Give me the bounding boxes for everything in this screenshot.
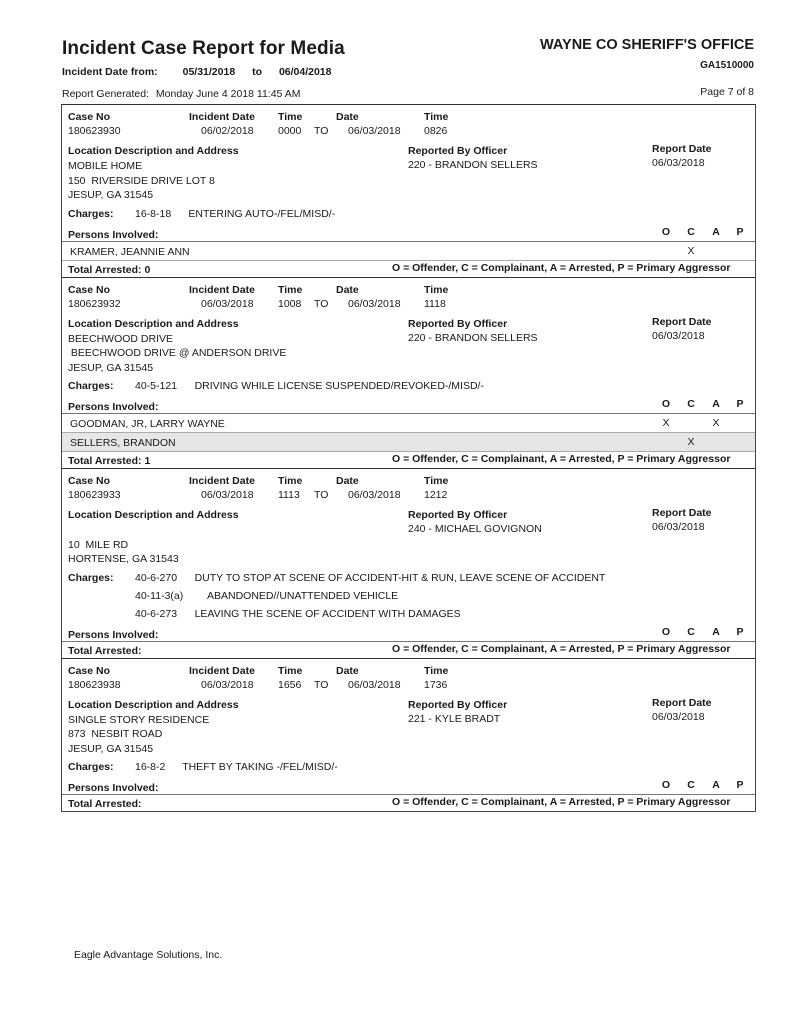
case-header (62, 105, 755, 135)
reported-by-label: Reported By Officer (408, 509, 508, 521)
time-to-label: Time (424, 111, 449, 123)
charge-code: 40-6-273 (135, 607, 178, 620)
persons-involved-header (62, 396, 755, 414)
total-arrested: Total Arrested: (68, 644, 142, 657)
time-to: 1736 (424, 678, 448, 691)
reported-by-officer: 221 - KYLE BRADT (408, 712, 501, 725)
to-label: TO (314, 125, 329, 137)
col-offender: O (661, 625, 671, 638)
charges-block (62, 378, 755, 396)
col-primary-aggressor: P (736, 398, 744, 410)
date-to: 06/03/2018 (348, 489, 401, 501)
date-to: 06/04/2018 (278, 66, 332, 78)
report-date-label: Report Date (652, 315, 712, 328)
persons-involved-label: Persons Involved: (68, 401, 159, 413)
charge-item (68, 606, 755, 624)
location-line: JESUP, GA 31545 (68, 189, 154, 201)
incident-date: 06/03/2018 (201, 678, 254, 691)
col-offender: O (661, 779, 671, 791)
report-date: 06/03/2018 (652, 157, 705, 169)
reported-by-label: Reported By Officer (408, 145, 508, 157)
role-legend: O = Offender, C = Complainant, A = Arrested, P = Primary Aggressor (392, 796, 731, 808)
location-label: Location Description and Address (68, 698, 239, 711)
col-arrested: A (712, 625, 720, 638)
incident-date-label: Incident Date (189, 664, 255, 677)
persons-involved-label: Persons Involved: (68, 228, 159, 241)
person-row (62, 433, 755, 452)
col-offender: O (661, 398, 671, 410)
person-name: KRAMER, JEANNIE ANN (70, 245, 190, 258)
case-record (62, 658, 755, 812)
vendor-footer: Eagle Advantage Solutions, Inc. (74, 949, 223, 961)
date-from: 05/31/2018 (182, 66, 236, 78)
charge-description: DUTY TO STOP AT SCENE OF ACCIDENT-HIT & RUN, LEAVE SCENE OF ACCIDENT (194, 571, 606, 584)
report-generated (62, 88, 300, 100)
location-line: MOBILE HOME (68, 160, 143, 172)
location-line: 10 MILE RD (68, 538, 129, 551)
case-no: 180623933 (68, 489, 121, 501)
location-line: BEECHWOOD DRIVE @ ANDERSON DRIVE (68, 347, 287, 359)
location-line: 873 NESBIT ROAD (68, 728, 163, 740)
total-arrested-row (62, 642, 755, 658)
location-line: SINGLE STORY RESIDENCE (68, 713, 210, 726)
location-label: Location Description and Address (68, 145, 239, 157)
charge-item (68, 759, 755, 777)
location-line: JESUP, GA 31545 (68, 361, 154, 374)
col-complainant: C (687, 398, 695, 410)
case-no-label: Case No (68, 475, 111, 487)
time-to-label: Time (424, 664, 449, 677)
report-table (61, 104, 756, 812)
case-record (62, 468, 755, 658)
case-no-label: Case No (68, 111, 111, 123)
location-block (62, 689, 755, 760)
page-number: Page 7 of 8 (700, 86, 754, 98)
case-header (62, 469, 755, 499)
total-arrested-row (62, 452, 755, 468)
col-complainant: C (687, 779, 695, 791)
location-line (68, 524, 179, 539)
location-line: HORTENSE, GA 31543 (68, 553, 179, 565)
incident-date: 06/03/2018 (201, 489, 254, 501)
date-range-label: Incident Date from: (62, 66, 158, 78)
incident-date-label: Incident Date (189, 111, 255, 123)
report-date: 06/03/2018 (652, 521, 705, 533)
person-row (62, 242, 755, 261)
persons-involved-label: Persons Involved: (68, 628, 159, 641)
location-line: 150 RIVERSIDE DRIVE LOT 8 (68, 174, 215, 187)
role-legend: O = Offender, C = Complainant, A = Arrested, P = Primary Aggressor (392, 261, 731, 274)
date-to-label: Date (336, 475, 359, 487)
report-title: Incident Case Report for Media (62, 38, 345, 59)
generated-label: Report Generated: (62, 88, 149, 100)
case-no: 180623930 (68, 125, 121, 137)
location-block (62, 499, 755, 570)
charges-block (62, 570, 755, 624)
col-offender: O (661, 225, 671, 238)
location-line: JESUP, GA 31545 (68, 742, 154, 755)
complainant-mark: X (687, 436, 695, 448)
total-arrested-value: 0 (144, 263, 151, 276)
charge-code: 40-6-270 (135, 571, 178, 584)
persons-list (62, 242, 755, 261)
case-no-label: Case No (68, 664, 111, 677)
time-to: 0826 (424, 125, 448, 137)
case-record (62, 277, 755, 469)
case-no: 180623932 (68, 297, 121, 310)
charge-item (68, 206, 755, 224)
total-arrested-value: 1 (144, 455, 151, 467)
person-name: SELLERS, BRANDON (70, 437, 176, 449)
charges-block (62, 206, 755, 224)
time-from-label: Time (278, 475, 303, 487)
report-date-label: Report Date (652, 507, 712, 519)
incident-date-label: Incident Date (189, 475, 255, 487)
case-no: 180623938 (68, 678, 121, 691)
time-to: 1118 (424, 297, 446, 310)
agency-name: WAYNE CO SHERIFF'S OFFICE (540, 37, 754, 53)
complainant-mark: X (687, 244, 695, 257)
charges-label: Charges: (68, 207, 114, 220)
agency-ori: GA1510000 (700, 60, 754, 71)
charge-item (68, 570, 755, 588)
charge-code: 40-5-121 (135, 380, 178, 392)
charge-description: ABANDONED//UNATTENDED VEHICLE (207, 589, 399, 602)
person-row (62, 414, 755, 433)
reported-by-label: Reported By Officer (408, 317, 508, 330)
charge-description: LEAVING THE SCENE OF ACCIDENT WITH DAMAGES (194, 607, 461, 620)
col-arrested: A (712, 779, 720, 791)
total-arrested-row (62, 795, 755, 811)
location-line: BEECHWOOD DRIVE (68, 332, 174, 345)
charge-code: 40-11-3(a) (135, 589, 184, 602)
total-arrested-row (62, 261, 755, 277)
incident-date-range (62, 66, 332, 78)
charge-description: DRIVING WHILE LICENSE SUSPENDED/REVOKED-/MISD/- (194, 380, 484, 392)
time-to: 1212 (424, 489, 448, 501)
case-header (62, 278, 755, 308)
time-from-label: Time (278, 111, 303, 123)
generated-value: Monday June 4 2018 11:45 AM (155, 88, 301, 100)
date-to: 06/03/2018 (348, 297, 401, 310)
col-arrested: A (712, 398, 720, 410)
date-to-label: to (252, 66, 263, 78)
offender-mark: X (662, 417, 670, 429)
time-from: 0000 (278, 125, 302, 137)
persons-involved-header (62, 624, 755, 642)
report-date: 06/03/2018 (652, 710, 705, 723)
total-arrested: Total Arrested: 1 (68, 455, 151, 467)
col-complainant: C (687, 225, 695, 238)
incident-date: 06/02/2018 (201, 125, 254, 137)
charge-description: ENTERING AUTO-/FEL/MISD/- (188, 207, 336, 220)
total-arrested: Total Arrested: 0 (68, 263, 151, 276)
charges-label: Charges: (68, 380, 114, 392)
col-primary-aggressor: P (736, 625, 744, 638)
role-legend: O = Offender, C = Complainant, A = Arrested, P = Primary Aggressor (392, 453, 731, 465)
col-arrested: A (712, 225, 720, 238)
charge-item (68, 588, 755, 606)
reported-by-officer: 220 - BRANDON SELLERS (408, 159, 538, 171)
case-record (62, 105, 755, 277)
charges-label: Charges: (68, 571, 114, 584)
date-to-label: Date (336, 664, 359, 677)
persons-involved-header (62, 777, 755, 795)
total-arrested: Total Arrested: (68, 798, 142, 810)
reported-by-label: Reported By Officer (408, 698, 508, 711)
report-date-label: Report Date (652, 696, 712, 709)
charge-description: THEFT BY TAKING -/FEL/MISD/- (182, 761, 338, 773)
charge-code: 16-8-2 (135, 761, 166, 773)
persons-list (62, 414, 755, 452)
time-from: 1008 (278, 297, 302, 310)
to-label: TO (314, 297, 329, 310)
time-from: 1113 (278, 489, 300, 501)
time-from-label: Time (278, 283, 303, 296)
to-label: TO (314, 678, 329, 691)
col-primary-aggressor: P (736, 779, 744, 791)
charges-label: Charges: (68, 761, 114, 773)
persons-involved-label: Persons Involved: (68, 782, 159, 794)
case-header (62, 659, 755, 689)
location-block (62, 308, 755, 379)
col-primary-aggressor: P (736, 225, 744, 238)
charge-item (68, 378, 755, 396)
case-no-label: Case No (68, 283, 111, 296)
person-name: GOODMAN, JR, LARRY WAYNE (70, 418, 225, 430)
role-legend: O = Offender, C = Complainant, A = Arrested, P = Primary Aggressor (392, 642, 731, 655)
location-label: Location Description and Address (68, 509, 239, 521)
report-date: 06/03/2018 (652, 329, 705, 342)
incident-date: 06/03/2018 (201, 297, 254, 310)
location-block (62, 135, 755, 206)
location-label: Location Description and Address (68, 317, 239, 330)
incident-date-label: Incident Date (189, 283, 255, 296)
arrested-mark: X (712, 417, 720, 429)
charge-code: 16-8-18 (135, 207, 172, 220)
date-to-label: Date (336, 111, 359, 123)
date-to: 06/03/2018 (348, 125, 401, 137)
persons-involved-header (62, 224, 755, 242)
to-label: TO (314, 489, 329, 501)
reported-by-officer: 220 - BRANDON SELLERS (408, 331, 538, 344)
report-date-label: Report Date (652, 143, 712, 155)
time-to-label: Time (424, 283, 449, 296)
time-to-label: Time (424, 475, 449, 487)
date-to-label: Date (336, 283, 359, 296)
reported-by-officer: 240 - MICHAEL GOVIGNON (408, 523, 542, 535)
time-from: 1656 (278, 678, 302, 691)
date-to: 06/03/2018 (348, 678, 401, 691)
time-from-label: Time (278, 664, 303, 677)
charges-block (62, 759, 755, 777)
col-complainant: C (687, 625, 695, 638)
